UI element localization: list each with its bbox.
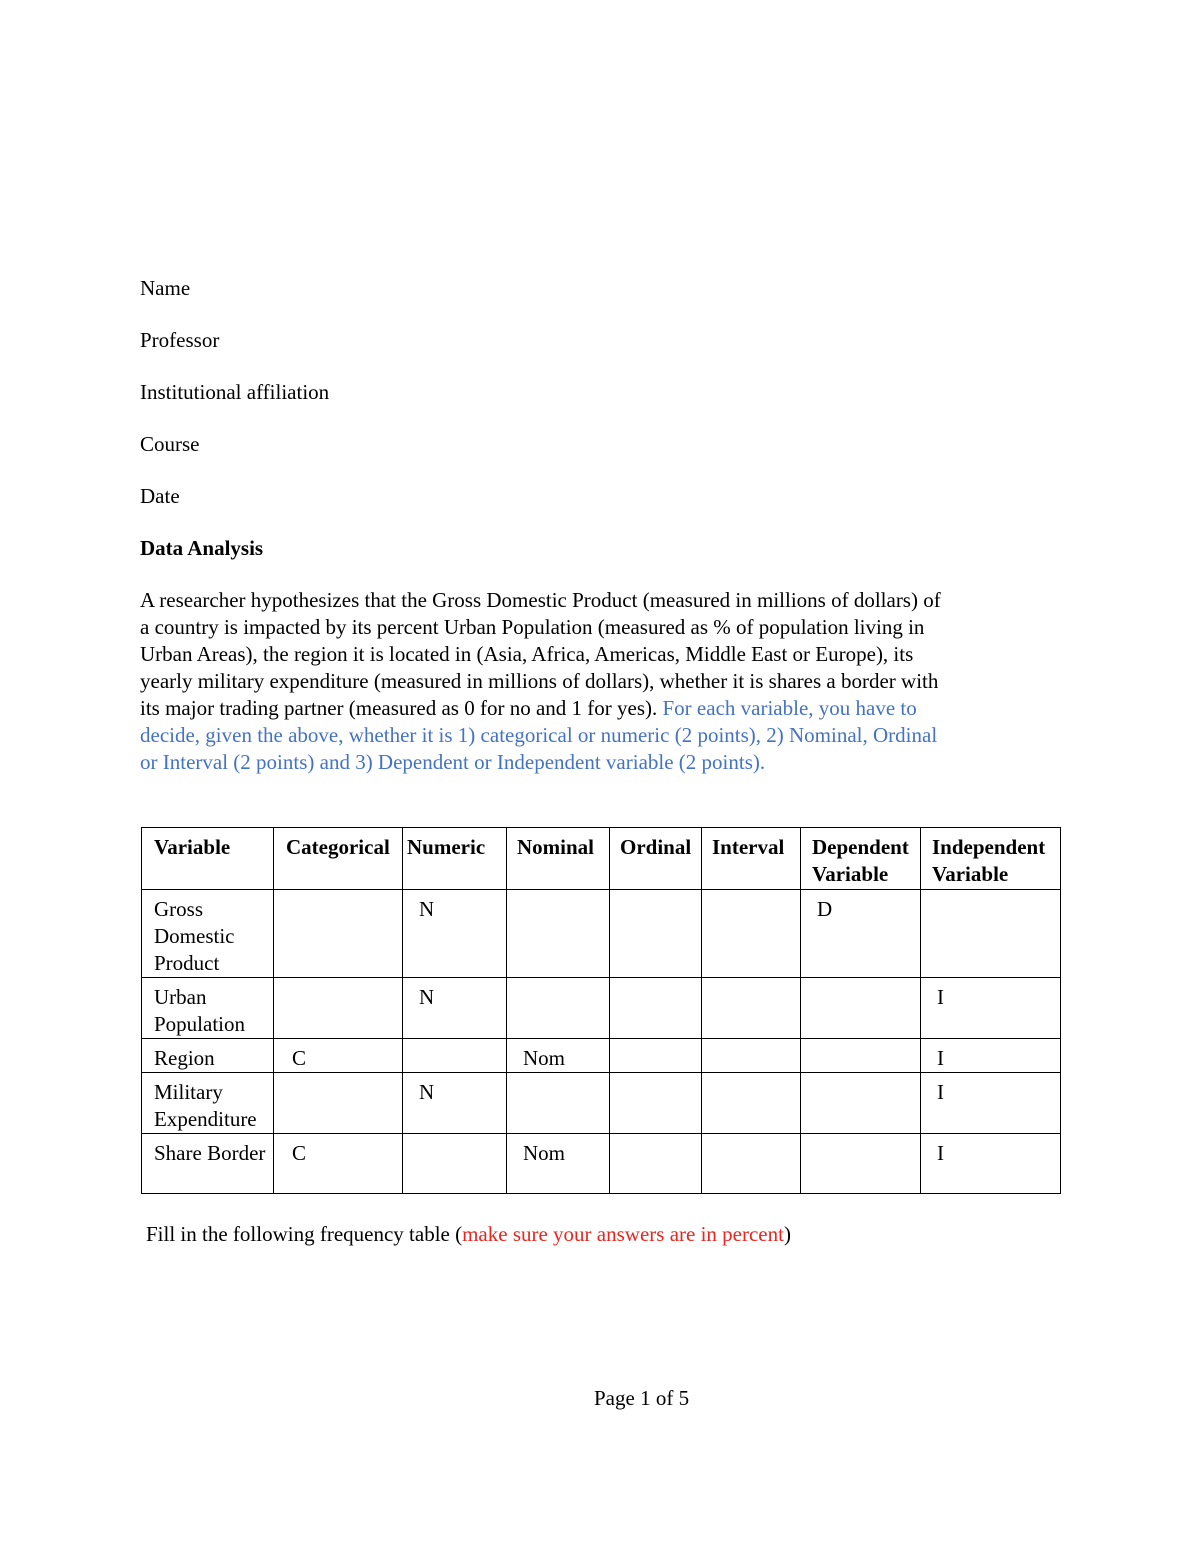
paragraph-accent-text: For each variable, you have to (657, 696, 917, 720)
professor-field: Professor (140, 328, 220, 352)
table-row (142, 890, 1061, 978)
cell-interval (702, 890, 801, 978)
cell-ordinal (610, 1134, 702, 1194)
cell-interval (702, 1039, 801, 1073)
cell-ordinal (610, 1039, 702, 1073)
paragraph-line: Urban Areas), the region it is located in (Asia, Africa, Americas, Middle East or Europe), its (140, 642, 914, 666)
paragraph-text: its major trading partner (measured as 0 for no and 1 for yes). (140, 696, 658, 720)
header-numeric: Numeric (403, 828, 507, 890)
cell-independent (921, 890, 1061, 978)
cell-nominal: Nom (507, 1134, 610, 1194)
course-field: Course (140, 432, 200, 456)
cell-numeric: N (403, 890, 507, 978)
cell-categorical (274, 890, 403, 978)
header-independent: Independent Variable (921, 828, 1061, 890)
affiliation-field: Institutional affiliation (140, 380, 330, 404)
cell-variable: Gross Domestic Product (142, 890, 274, 978)
cell-nominal (507, 1073, 610, 1134)
paragraph-line: a country is impacted by its percent Urban Population (measured as % of population living in (140, 615, 925, 639)
cell-dependent (801, 978, 921, 1039)
instruction-text: Fill in the following frequency table ( (146, 1222, 463, 1246)
cell-independent: I (921, 1039, 1061, 1073)
header-variable: Variable (142, 828, 274, 890)
table-row (142, 1134, 1061, 1194)
cell-categorical: C (274, 1134, 403, 1194)
cell-nominal: Nom (507, 1039, 610, 1073)
cell-categorical: C (274, 1039, 403, 1073)
header-interval: Interval (702, 828, 801, 890)
frequency-instruction (146, 1221, 791, 1247)
header-ordinal: Ordinal (610, 828, 702, 890)
section-title: Data Analysis (140, 536, 264, 560)
cell-independent: I (921, 978, 1061, 1039)
table-row (142, 1073, 1061, 1134)
cell-ordinal (610, 890, 702, 978)
cell-categorical (274, 1073, 403, 1134)
paragraph-accent-line: or Interval (2 points) and 3) Dependent or Independent variable (2 points). (140, 750, 766, 774)
cell-dependent (801, 1134, 921, 1194)
intro-paragraph (140, 587, 1060, 776)
cell-dependent (801, 1039, 921, 1073)
cell-variable: Region (142, 1039, 274, 1073)
cell-interval (702, 1073, 801, 1134)
table-row (142, 978, 1061, 1039)
cell-interval (702, 1134, 801, 1194)
cell-nominal (507, 890, 610, 978)
instruction-text-end: ) (783, 1222, 791, 1246)
page-number: Page 1 of 5 (594, 1386, 690, 1410)
cell-dependent: D (801, 890, 921, 978)
cell-nominal (507, 978, 610, 1039)
paragraph-line: A researcher hypothesizes that the Gross Domestic Product (measured in millions of dollars) of (140, 588, 941, 612)
cell-numeric: N (403, 978, 507, 1039)
cell-independent: I (921, 1134, 1061, 1194)
header-categorical: Categorical (274, 828, 403, 890)
cell-interval (702, 978, 801, 1039)
variable-table (141, 827, 1061, 1194)
cell-variable: Urban Population (142, 978, 274, 1039)
table-header-row (142, 828, 1061, 890)
cell-ordinal (610, 978, 702, 1039)
cell-ordinal (610, 1073, 702, 1134)
date-field: Date (140, 484, 180, 508)
cell-categorical (274, 978, 403, 1039)
cell-independent: I (921, 1073, 1061, 1134)
header-dependent: Dependent Variable (801, 828, 921, 890)
cell-numeric (403, 1039, 507, 1073)
name-field: Name (140, 276, 191, 300)
cell-variable: Share Border (142, 1134, 274, 1194)
cell-dependent (801, 1073, 921, 1134)
header-nominal: Nominal (507, 828, 610, 890)
cell-numeric: N (403, 1073, 507, 1134)
paragraph-accent-line: decide, given the above, whether it is 1) categorical or numeric (2 points), 2) Nominal, Ordinal (140, 723, 938, 747)
paragraph-line-mixed (140, 695, 1060, 722)
paragraph-line: yearly military expenditure (measured in millions of dollars), whether it is shares a border with (140, 669, 939, 693)
instruction-highlight: make sure your answers are in percent (462, 1222, 784, 1246)
table-row (142, 1039, 1061, 1073)
cell-variable: Military Expenditure (142, 1073, 274, 1134)
cell-numeric (403, 1134, 507, 1194)
